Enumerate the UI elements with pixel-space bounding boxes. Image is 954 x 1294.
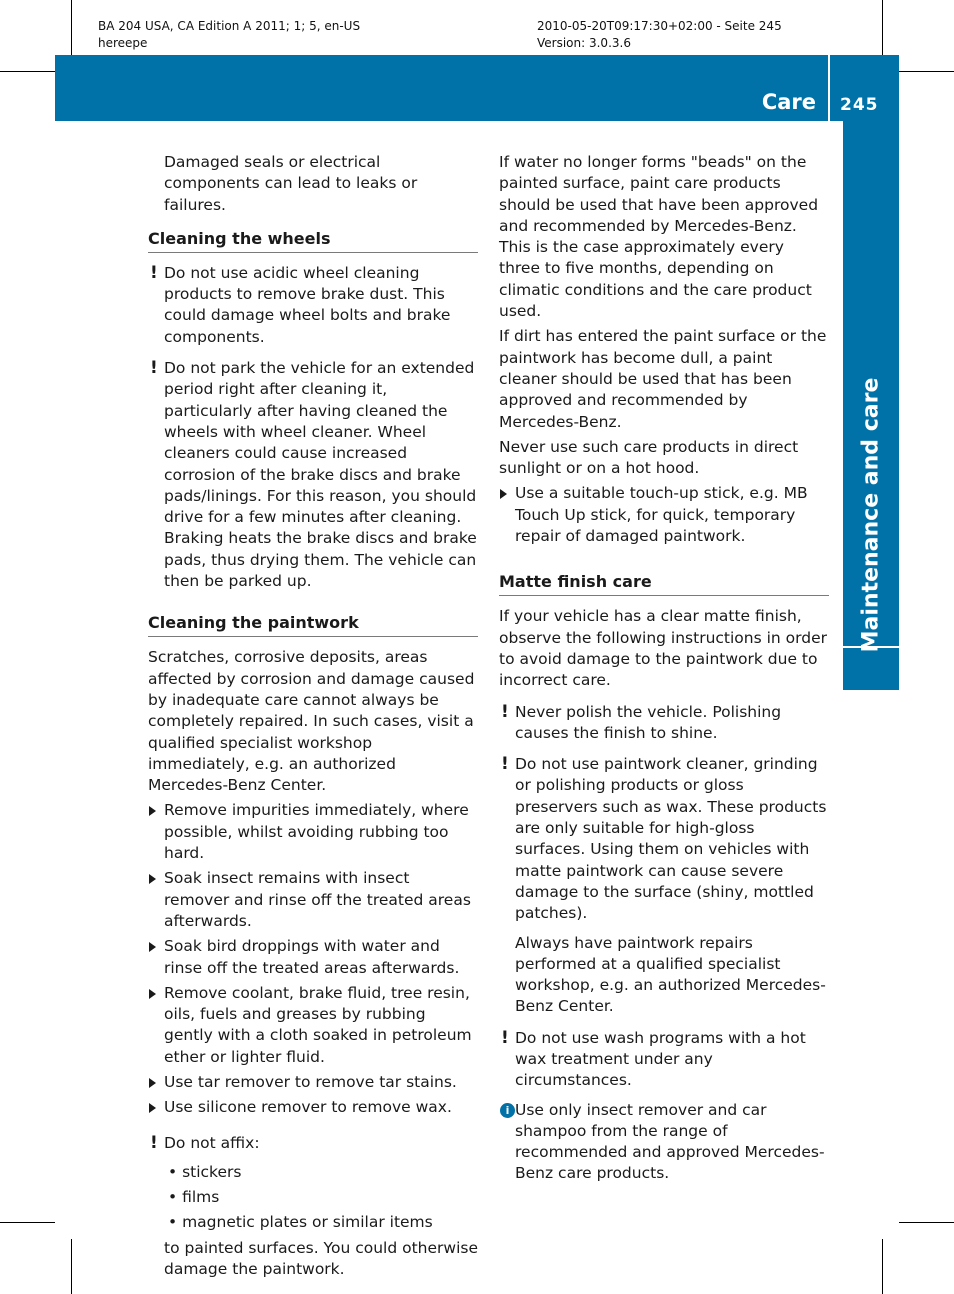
list-item: • stickers bbox=[168, 1162, 242, 1181]
step-text: Remove coolant, brake fluid, tree resin, oils, fuels and greases by rubbing gently with a cloth soaked in petroleum ether or lighter fluid. bbox=[164, 983, 472, 1066]
step-text: Soak bird droppings with water and rinse off the treated areas afterwards. bbox=[164, 937, 460, 977]
warning-icon: ! bbox=[501, 754, 509, 775]
info-text: Use only insect remover and car shampoo from the range of recommended and approved Mercedes-Benz care products. bbox=[515, 1100, 825, 1183]
crop-mark bbox=[0, 71, 55, 72]
arrow-icon bbox=[149, 874, 156, 884]
step-item bbox=[148, 936, 478, 979]
list-item: • magnetic plates or similar items bbox=[168, 1213, 433, 1232]
header-divider bbox=[828, 55, 830, 121]
warning-note bbox=[499, 702, 829, 745]
warning-note bbox=[499, 754, 829, 924]
arrow-icon bbox=[500, 489, 507, 499]
step-text: Remove impurities immediately, where possible, whilst avoiding rubbing too hard. bbox=[164, 801, 469, 863]
paragraph: Scratches, corrosive deposits, areas affected by corrosion and damage caused by inadequate care cannot always be completely repaired. In such cases, visit a qualified specialist workshop immediately, e.g. an authorized Mercedes-Benz Center. bbox=[148, 648, 475, 795]
page-number: 245 bbox=[840, 95, 879, 115]
step-text: Use silicone remover to remove wax. bbox=[164, 1098, 452, 1117]
print-meta-right bbox=[537, 18, 782, 52]
warning-text: Do not use acidic wheel cleaning products to remove brake dust. This could damage wheel bolts and brake components. bbox=[164, 263, 451, 346]
crop-mark bbox=[882, 0, 883, 55]
arrow-icon bbox=[149, 989, 156, 999]
info-note bbox=[499, 1100, 829, 1185]
warning-icon: ! bbox=[150, 358, 158, 379]
warning-text: Do not use wash programs with a hot wax treatment under any circumstances. bbox=[515, 1028, 806, 1090]
crop-mark bbox=[0, 1222, 55, 1223]
paragraph: Never use such care products in direct sunlight or on a hot hood. bbox=[499, 437, 799, 478]
print-meta-line: Version: 3.0.3.6 bbox=[537, 36, 631, 50]
side-tab-marker bbox=[843, 648, 899, 690]
crop-mark bbox=[882, 1239, 883, 1294]
step-item bbox=[148, 868, 478, 932]
step-text: Soak insect remains with insect remover and rinse off the treated areas afterwards. bbox=[164, 869, 471, 930]
arrow-icon bbox=[149, 1103, 156, 1113]
crop-mark bbox=[71, 0, 72, 55]
warning-note bbox=[499, 1028, 829, 1092]
list-item: • films bbox=[168, 1188, 220, 1207]
warning-note bbox=[148, 263, 478, 348]
heading-matte-finish: Matte finish care bbox=[499, 571, 829, 596]
heading-cleaning-wheels: Cleaning the wheels bbox=[148, 228, 478, 253]
arrow-icon bbox=[149, 942, 156, 952]
info-icon: i bbox=[500, 1103, 515, 1118]
paragraph: If water no longer forms "beads" on the painted surface, paint care products should be used that have been approved and recommended by Mercedes-Benz. This is the case approximately every three to five months, depending on climatic conditions and the care product used. bbox=[499, 153, 819, 321]
print-meta-left bbox=[98, 18, 360, 52]
step-item bbox=[499, 483, 829, 547]
step-text: Use tar remover to remove tar stains. bbox=[164, 1072, 457, 1091]
print-meta-line: 2010-05-20T09:17:30+02:00 - Seite 245 bbox=[537, 19, 782, 33]
crop-mark bbox=[899, 71, 954, 72]
crop-mark bbox=[899, 1222, 954, 1223]
warning-text: Never polish the vehicle. Polishing causes the finish to shine. bbox=[515, 702, 782, 742]
paragraph: If dirt has entered the paint surface or the paintwork has become dull, a paint cleaner should be used that has been approved and recommended by Mercedes-Benz. bbox=[499, 327, 827, 431]
step-item bbox=[148, 983, 478, 1068]
warning-text: Do not use paintwork cleaner, grinding or polishing products or gloss preservers such as wax. These products are only suitable for high-gloss surfaces. Using them on vehicles with matte paintwork can cause severe damage to the surface (shiny, mottled patches). bbox=[515, 755, 827, 923]
heading-cleaning-paintwork: Cleaning the paintwork bbox=[148, 612, 478, 637]
step-item bbox=[148, 800, 478, 864]
warning-text: Do not park the vehicle for an extended period right after cleaning it, particularly after having cleaned the wheels with wheel cleaner. Wheel cleaners could cause increased corrosion of the brake discs and brake pads/linings. For this reason, you should drive for a few minutes after cleaning. Braking heats the brake discs and brake pads, thus drying them. The vehicle can then be parked up. bbox=[164, 359, 477, 591]
step-item bbox=[148, 1072, 478, 1093]
warning-text: Do not affix: bbox=[164, 1133, 260, 1152]
print-meta-line: BA 204 USA, CA Edition A 2011; 1; 5, en-US bbox=[98, 19, 361, 33]
step-item bbox=[148, 1097, 478, 1118]
paragraph: to painted surfaces. You could otherwise damage the paintwork. bbox=[164, 1238, 478, 1279]
right-column bbox=[499, 152, 829, 1193]
warning-note bbox=[148, 358, 478, 592]
step-text: Use a suitable touch-up stick, e.g. MB Touch Up stick, for quick, temporary repair of damaged paintwork. bbox=[515, 484, 808, 546]
paragraph: Always have paintwork repairs performed at a qualified specialist workshop, e.g. an authorized Mercedes-Benz Center. bbox=[515, 933, 826, 1016]
warning-icon: ! bbox=[501, 701, 509, 722]
arrow-icon bbox=[149, 1078, 156, 1088]
section-title: Care bbox=[761, 90, 816, 114]
paragraph: If your vehicle has a clear matte finish, observe the following instructions in order to avoid damage to the paintwork due to incorrect care. bbox=[499, 607, 827, 690]
warning-note bbox=[148, 1133, 478, 1154]
paragraph: Damaged seals or electrical components can lead to leaks or failures. bbox=[164, 153, 418, 214]
warning-icon: ! bbox=[150, 262, 158, 283]
warning-icon: ! bbox=[150, 1132, 158, 1153]
print-meta-line: hereepe bbox=[98, 36, 148, 50]
side-tab-label: Maintenance and care bbox=[858, 377, 884, 653]
warning-icon: ! bbox=[501, 1027, 509, 1048]
arrow-icon bbox=[149, 806, 156, 816]
left-column bbox=[148, 152, 478, 1284]
crop-mark bbox=[71, 1239, 72, 1294]
